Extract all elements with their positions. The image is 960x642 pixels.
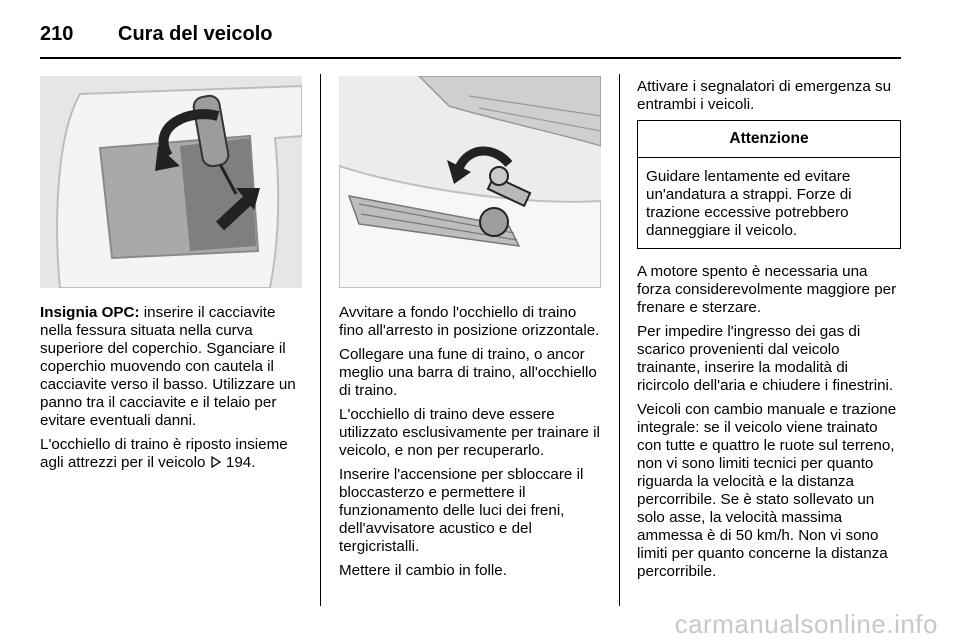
paragraph: Inserire l'accensione per sbloccare il bloccasterzo e permettere il funzionamento delle luci dei freni, dell'avvisatore acustico e del tergicristalli. <box>339 466 584 555</box>
bold-label: Insignia OPC: <box>40 304 140 321</box>
paragraph-towing-eye-storage <box>40 436 304 472</box>
paragraph-text: inserire il cacciavite nella fessura situata nella curva superiore del coperchio. Sganciare il coperchio muovendo con cautela il cacciavite verso il basso. Utilizzare un panno tra il cacciavite e il telaio per evitare eventuali danni. <box>40 304 296 429</box>
page-header <box>40 16 273 52</box>
paragraph-hazard-lights: Attivare i segnalatori di emergenza su entrambi i veicoli. <box>637 78 892 113</box>
watermark: carmanualsonline.info <box>674 609 938 639</box>
column-3 <box>637 78 901 587</box>
paragraph: A motore spento è necessaria una forza considerevolmente maggiore per frenare e sterzare. <box>637 263 897 316</box>
figure-towing-eye-drawing <box>339 76 601 288</box>
warning-box <box>637 120 901 249</box>
warning-body: Guidare lentamente ed evitare un'andatura a strappi. Forze di trazione eccessive potrebbero danneggiare il veicolo. <box>646 168 852 239</box>
warning-title: Attenzione <box>638 121 900 158</box>
paragraph-text: L'occhiello di traino è riposto insieme agli attrezzi per il veicolo <box>40 436 288 471</box>
paragraph: L'occhiello di traino deve essere utilizzato esclusivamente per trainare il veicolo, e non per recuperarlo. <box>339 406 600 459</box>
page-number: 210 <box>40 22 74 45</box>
arrow-reference-icon <box>210 454 222 471</box>
figure-towing-eye <box>339 76 601 288</box>
paragraph: Avvitare a fondo l'occhiello di traino fino all'arresto in posizione orizzontale. <box>339 304 600 339</box>
page-title: Cura del veicolo <box>118 22 273 45</box>
column-2 <box>339 304 604 586</box>
column-divider-1 <box>320 74 321 606</box>
column-divider-2 <box>619 74 620 606</box>
paragraph: Per impedire l'ingresso dei gas di scarico provenienti dal veicolo trainante, inserire la modalità di ricircolo dell'aria e chiudere i finestrini. <box>637 323 894 394</box>
page-reference: 194. <box>221 454 256 471</box>
paragraph: Mettere il cambio in folle. <box>339 562 507 579</box>
paragraph: Veicoli con cambio manuale e trazione integrale: se il veicolo viene trainato con tutte e quattro le ruote sul terreno, non vi sono limiti tecnici per quanto riguarda la velocità e la distanza percorribile. Se è stato sollevato un solo asse, la velocità massima ammessa è di 50 km/h. Non vi sono limiti per quanto concerne la distanza percorribile. <box>637 401 897 580</box>
figure-cover-removal <box>40 76 302 288</box>
header-rule <box>40 57 901 59</box>
column-1 <box>40 304 304 478</box>
paragraph: Collegare una fune di traino, o ancor meglio una barra di traino, all'occhiello di traino. <box>339 346 597 399</box>
paragraph-insignia-opc <box>40 304 304 430</box>
figure-cover-removal-drawing <box>40 76 302 288</box>
